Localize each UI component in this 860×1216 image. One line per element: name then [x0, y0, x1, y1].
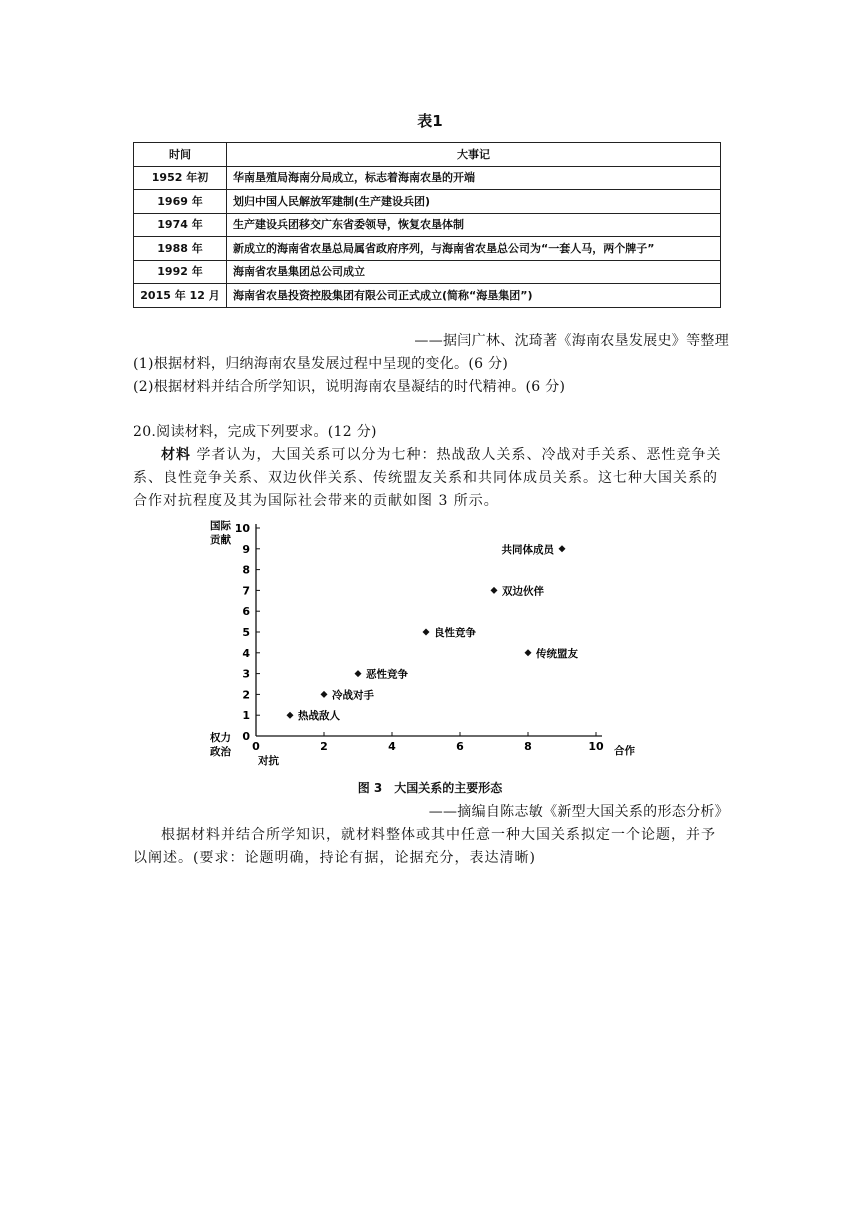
- y-tick-label: 5: [242, 626, 250, 639]
- events-table: [133, 142, 721, 308]
- x-tick-label: 0: [252, 740, 260, 753]
- table-row: [134, 213, 721, 237]
- header-time: 时间: [134, 143, 227, 167]
- table-row: [134, 260, 721, 284]
- x-axis-high-label: 合作: [614, 745, 635, 757]
- y-axis-low-label: 权力: [210, 732, 231, 744]
- row-event: 华南垦殖局海南分局成立，标志着海南农垦的开端: [227, 166, 721, 190]
- data-point-label: 冷战对手: [332, 689, 374, 702]
- y-tick-label: 1: [242, 709, 250, 723]
- y-tick-label: 4: [242, 646, 250, 660]
- table-source: ——据闫广林、沈琦著《海南农垦发展史》等整理: [414, 333, 729, 349]
- table-row: [134, 166, 721, 190]
- row-time: 2015 年 12 月: [134, 284, 227, 308]
- data-point-marker: [423, 629, 430, 636]
- data-point-marker: [525, 649, 532, 656]
- question-20-heading: 20.阅读材料，完成下列要求。(12 分): [133, 424, 377, 440]
- task-paragraph: 根据材料并结合所学知识，就材料整体或其中任意一种大国关系拟定一个论题，并予以阐述。(要求：论题明确，持论有据，论据充分，表达清晰): [133, 827, 716, 866]
- question-2: (2)根据材料并结合所学知识，说明海南农垦凝结的时代精神。(6 分): [133, 379, 566, 395]
- row-event: 新成立的海南省农垦总局属省政府序列，与海南省农垦总公司为“一套人马，两个牌子”: [227, 237, 721, 261]
- x-tick-label: 8: [524, 740, 532, 753]
- x-tick-label: 6: [456, 740, 464, 753]
- material-label: 材料: [161, 447, 191, 463]
- row-time: 1969 年: [134, 190, 227, 214]
- table-row: [134, 190, 721, 214]
- row-time: 1974 年: [134, 213, 227, 237]
- data-point-marker: [559, 545, 566, 552]
- y-tick-label: 2: [242, 688, 250, 702]
- row-time: 1952 年初: [134, 166, 227, 190]
- chart-axes: [210, 519, 635, 767]
- row-event: 海南省农垦投资控股集团有限公司正式成立(简称“海垦集团”): [227, 284, 721, 308]
- x-tick-label: 10: [588, 740, 604, 753]
- y-tick-label: 9: [242, 542, 250, 556]
- data-point-marker: [491, 587, 498, 594]
- figure-caption: 图 3 大国关系的主要形态: [357, 781, 503, 795]
- y-axis-label: 国际: [210, 520, 231, 532]
- chart-marks: [287, 543, 579, 722]
- row-event: 划归中国人民解放军建制(生产建设兵团): [227, 190, 721, 214]
- y-tick-label: 7: [242, 584, 250, 598]
- data-point-marker: [321, 691, 328, 698]
- question-1: (1)根据材料，归纳海南农垦发展过程中呈现的变化。(6 分): [133, 356, 509, 372]
- scatter-chart: [190, 512, 650, 774]
- y-tick-label: 10: [234, 522, 250, 535]
- data-point-label: 传统盟友: [536, 647, 578, 660]
- data-point-marker: [287, 712, 294, 719]
- material-text: 学者认为，大国关系可以分为七种：热战敌人关系、冷战对手关系、恶性竞争关系、良性竞争关系、双边伙伴关系、传统盟友关系和共同体成员关系。这七种大国关系的合作对抗程度及其为国际社会带来的贡献如图 3 所示。: [133, 447, 722, 509]
- table-row: [134, 237, 721, 261]
- header-event: 大事记: [227, 143, 721, 167]
- y-tick-label: 3: [242, 667, 250, 681]
- row-event: 海南省农垦集团总公司成立: [227, 260, 721, 284]
- material-paragraph: [133, 444, 723, 513]
- x-tick-label: 4: [388, 740, 396, 753]
- row-time: 1992 年: [134, 260, 227, 284]
- y-tick-label: 0: [242, 730, 250, 743]
- data-point-label: 双边伙伴: [502, 585, 544, 598]
- x-axis-low-label: 对抗: [258, 755, 279, 767]
- y-tick-label: 6: [242, 605, 250, 619]
- data-point-label: 共同体成员: [501, 543, 554, 556]
- row-time: 1988 年: [134, 237, 227, 261]
- table-title: 表1: [417, 112, 443, 130]
- data-point-label: 热战敌人: [298, 710, 340, 723]
- data-point-marker: [355, 670, 362, 677]
- y-axis-label: 贡献: [210, 534, 231, 546]
- row-event: 生产建设兵团移交广东省委领导，恢复农垦体制: [227, 213, 721, 237]
- data-point-label: 恶性竞争: [366, 668, 408, 681]
- table-row: [134, 284, 721, 308]
- y-axis-low-label: 政治: [210, 746, 231, 758]
- y-tick-label: 8: [242, 563, 250, 577]
- x-tick-label: 2: [320, 740, 328, 753]
- data-point-label: 良性竞争: [434, 627, 476, 639]
- figure-source: ——摘编自陈志敏《新型大国关系的形态分析》: [428, 804, 729, 820]
- table-header-row: [134, 143, 721, 167]
